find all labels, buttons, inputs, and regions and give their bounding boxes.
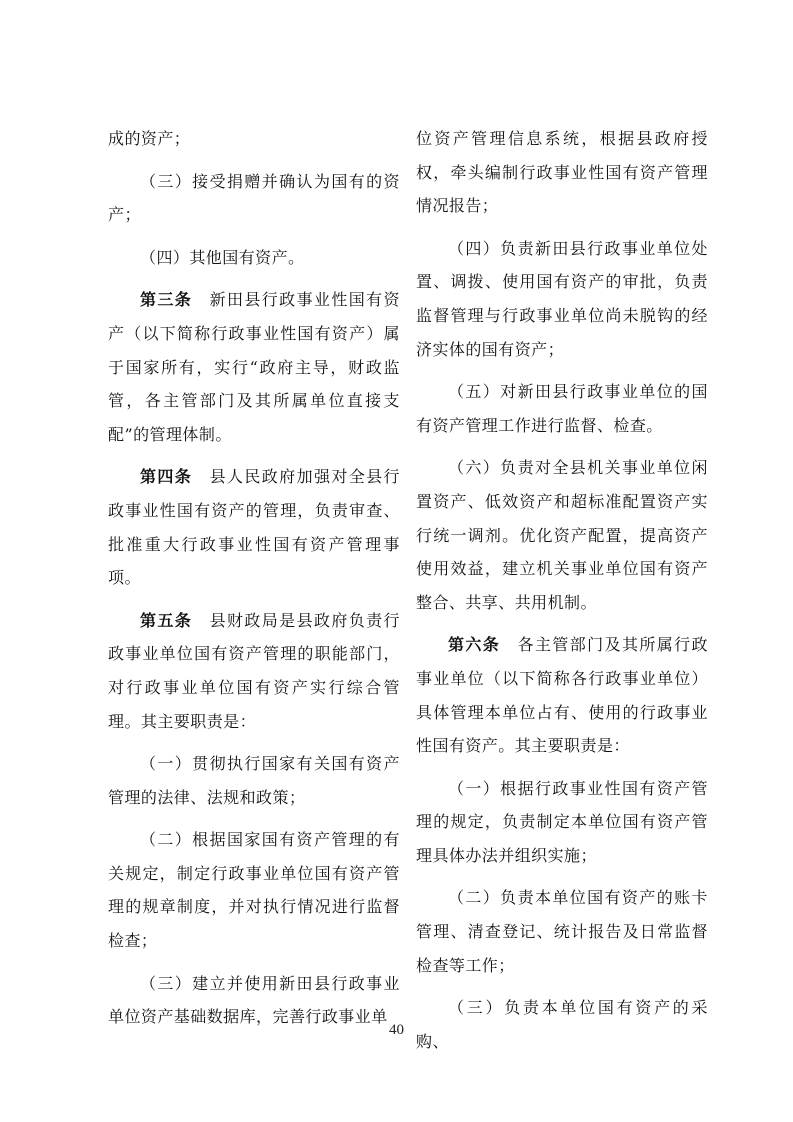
paragraph: [108, 823, 400, 957]
paragraph: [108, 747, 400, 814]
paragraph-text: （三）负责本单位国有资产的采购、: [416, 998, 708, 1051]
paragraph-text: （五）对新田县行政事业单位的国有资产管理工作进行监督、检查。: [416, 382, 708, 435]
paragraph: [416, 375, 708, 442]
paragraph-text: （一）根据行政事业性国有资产管理的规定，负责制定本单位国有资产管理具体办法并组织实施；: [416, 778, 708, 865]
paragraph-text: （四）其他国有资产。: [140, 247, 305, 267]
paragraph-text: （一）贯彻执行国家有关国有资产管理的法律、法规和政策；: [108, 754, 400, 807]
article-label: 第五条: [140, 610, 193, 630]
left-column: [108, 122, 400, 1043]
paragraph-text: 县人民政府加强对全县行政事业性国有资产的管理，负责审查、批准重大行政事业性国有资产管理事项。: [108, 467, 400, 588]
paragraph: [108, 165, 400, 232]
paragraph: [416, 451, 708, 619]
paragraph-text: 成的资产；: [108, 129, 191, 148]
paragraph: [108, 241, 400, 275]
paragraph-text: （六）负责对全县机关事业单位闲置资产、低效资产和超标准配置资产实行统一调剂。优化资产配置，提高资产使用效益，建立机关事业单位国有资产整合、共享、共用机制。: [416, 458, 708, 612]
paragraph-text: （二）负责本单位国有资产的账卡管理、清查登记、统计报告及日常监督检查等工作；: [416, 888, 708, 975]
article-paragraph: [416, 628, 708, 762]
article-label: 第四条: [140, 467, 193, 487]
paragraph-text: 位资产管理信息系统，根据县政府授权，牵头编制行政事业性国有资产管理情况报告；: [416, 129, 708, 216]
article-paragraph: [108, 604, 400, 738]
paragraph: [416, 232, 708, 366]
article-paragraph: [108, 460, 400, 594]
paragraph-text: 新田县行政事业性国有资产（以下简称行政事业性国有资产）属于国家所有，实行“政府主导，财政监管，各主管部门及其所属单位直接支配”的管理体制。: [108, 290, 400, 444]
paragraph: [108, 122, 400, 156]
paragraph: [416, 772, 708, 873]
article-label: 第三条: [140, 290, 193, 310]
article-label: 第六条: [448, 635, 501, 655]
paragraph-text: （二）根据国家国有资产管理的有关规定，制定行政事业单位国有资产管理的规章制度，并对执行情况进行监督检查；: [108, 830, 400, 951]
paragraph-text: 各主管部门及其所属行政事业单位（以下简称各行政事业单位）具体管理本单位占有、使用的行政事业性国有资产。其主要职责是：: [416, 635, 708, 756]
paragraph-text: （三）接受捐赠并确认为国有的资产；: [108, 171, 400, 225]
right-column: [416, 122, 708, 1067]
paragraph-text: （四）负责新田县行政事业单位处置、调拨、使用国有资产的审批，负责监督管理与行政事业单位尚未脱钩的经济实体的国有资产；: [416, 238, 708, 359]
paragraph: [416, 122, 708, 223]
page-number: 40: [389, 1022, 404, 1038]
paragraph: [416, 881, 708, 982]
paragraph-text: （三）建立并使用新田县行政事业单位资产基础数据库，完善行政事业单: [108, 973, 400, 1027]
paragraph-text: 县财政局是县政府负责行政事业单位国有资产管理的职能部门，对行政事业单位国有资产实行综合管理。其主要职责是：: [108, 610, 400, 731]
article-paragraph: [108, 283, 400, 451]
